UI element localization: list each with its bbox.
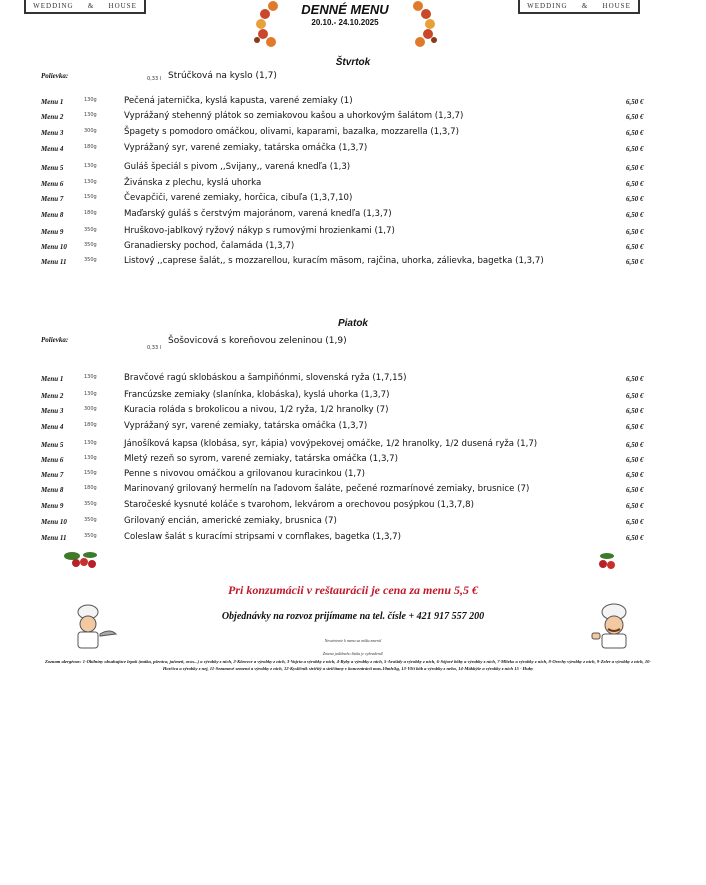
date-range: 20.10.- 24.10.2025 bbox=[311, 18, 379, 27]
dish-description: Bravčové ragú sklobáskou a šampiňónmi, slovenská ryža (1,7,15) bbox=[124, 373, 407, 383]
berries-icon bbox=[596, 552, 618, 572]
menu-number: Menu 7 bbox=[41, 195, 64, 203]
menu-number: Menu 3 bbox=[41, 407, 64, 415]
soup-name: Šošovicová s koreňovou zeleninou (1,9) bbox=[168, 336, 347, 346]
price: 6,50 € bbox=[626, 375, 644, 383]
menu-number: Menu 11 bbox=[41, 534, 67, 542]
delivery-orders-text: Objednávky na rozvoz prijímame na tel. čísle + 421 917 557 200 bbox=[221, 611, 485, 622]
logo-word: WEDDING bbox=[33, 2, 74, 10]
berries-icon bbox=[62, 548, 102, 570]
dish-description: Mletý rezeň so syrom, varené zemiaky, tatárska omáčka (1,3,7) bbox=[124, 454, 398, 464]
dish-description: Hruškovo-jablkový ryžový nákyp s rumovými hrozienkami (1,7) bbox=[124, 226, 395, 236]
menu-number: Menu 6 bbox=[41, 180, 64, 188]
dish-description: Jánošíková kapsa (klobása, syr, kápia) vovýpekovej omáčke, 1/2 hranolky, 1/2 dusená ryža (1,7) bbox=[124, 439, 538, 449]
price: 6,50 € bbox=[626, 518, 644, 526]
dish-description: Čevapčiči, varené zemiaky, horčica, cibuľa (1,3,7,10) bbox=[124, 193, 353, 203]
autumn-leaves-icon bbox=[253, 0, 281, 48]
logo-word: HOUSE bbox=[108, 2, 137, 10]
day-heading-thursday: Štvrtok bbox=[335, 57, 371, 68]
price: 6,50 € bbox=[626, 129, 644, 137]
dish-description: Penne s nivovou omáčkou a grilovanou kuracinkou (1,7) bbox=[124, 469, 365, 479]
soup-volume: 0,33 l bbox=[147, 345, 162, 351]
logo-word: WEDDING bbox=[527, 2, 568, 10]
price: 6,50 € bbox=[626, 243, 644, 251]
menu-number: Menu 2 bbox=[41, 392, 64, 400]
menu-row bbox=[0, 516, 706, 530]
dish-description: Pečená jaternička, kyslá kapusta, varené zemiaky (1) bbox=[124, 96, 353, 106]
menu-number: Menu 5 bbox=[41, 164, 64, 172]
menu-number: Menu 9 bbox=[41, 228, 64, 236]
menu-row bbox=[0, 111, 706, 125]
menu-row bbox=[0, 241, 706, 255]
menu-row bbox=[0, 162, 706, 176]
price: 6,50 € bbox=[626, 534, 644, 542]
dish-description: Kuracia roláda s brokolicou a nivou, 1/2 ryža, 1/2 hranolky (7) bbox=[124, 405, 389, 415]
portion-weight: 300g bbox=[84, 406, 97, 412]
dish-description: Špagety s pomodoro omáčkou, olivami, kaparami, bazalka, mozzarella (1,3,7) bbox=[124, 127, 459, 137]
portion-weight: 130g bbox=[84, 97, 97, 103]
logo-ampersand: & bbox=[581, 2, 589, 10]
portion-weight: 150g bbox=[84, 194, 97, 200]
portion-weight: 350g bbox=[84, 257, 97, 263]
dish-description: Staročeské kysnuté koláče s tvarohom, lekvárom a orechovou posýpkou (1,3,7,8) bbox=[124, 500, 474, 510]
dish-description: Maďarský guláš s čerstvým majoránom, varená knedľa (1,3,7) bbox=[124, 209, 392, 219]
portion-weight: 130g bbox=[84, 112, 97, 118]
menu-row bbox=[0, 143, 706, 157]
price: 6,50 € bbox=[626, 164, 644, 172]
soup-label: Polievka: bbox=[41, 336, 69, 344]
menu-number: Menu 10 bbox=[41, 518, 67, 526]
price: 6,50 € bbox=[626, 98, 644, 106]
menu-number: Menu 4 bbox=[41, 145, 64, 153]
dish-description: Vyprážaný syr, varené zemiaky, tatárska omáčka (1,3,7) bbox=[124, 143, 368, 153]
menu-row bbox=[0, 209, 706, 223]
price: 6,50 € bbox=[626, 180, 644, 188]
logo-right bbox=[518, 0, 640, 14]
portion-weight: 130g bbox=[84, 440, 97, 446]
soup-name: Strúčková na kyslo (1,7) bbox=[168, 71, 277, 81]
menu-number: Menu 4 bbox=[41, 423, 64, 431]
portion-weight: 130g bbox=[84, 455, 97, 461]
portion-weight: 300g bbox=[84, 128, 97, 134]
menu-row bbox=[0, 127, 706, 141]
portion-weight: 180g bbox=[84, 485, 97, 491]
price: 6,50 € bbox=[626, 145, 644, 153]
portion-weight: 180g bbox=[84, 422, 97, 428]
portion-weight: 350g bbox=[84, 242, 97, 248]
price: 6,50 € bbox=[626, 228, 644, 236]
menu-number: Menu 1 bbox=[41, 375, 64, 383]
menu-row bbox=[0, 405, 706, 419]
dish-description: Granadiersky pochod, čalamáda (1,3,7) bbox=[124, 241, 295, 251]
price: 6,50 € bbox=[626, 258, 644, 266]
menu-row bbox=[0, 178, 706, 192]
portion-weight: 180g bbox=[84, 144, 97, 150]
menu-row bbox=[0, 421, 706, 435]
logo-ampersand: & bbox=[87, 2, 95, 10]
soup-label: Polievka: bbox=[41, 72, 69, 80]
allergen-list: Zoznam alergénov: 1-Obilniny obsahujúce lepok (múka, pšenica, jačmeň, ovos...) a výrobky z nich, 2-Kôrovce a výrobky z nich, 3-Vajcia a výrobky z nich, 4-Ryby a výrobky z nich, 5-Arašidy a výrobky z nich, 6-Sójové bôby a výrobky z nich, 7-Mlieko a výrobky z nich, 8-Orechy výrobky z nich, 9-Zeler a výrobky z nich, 10-Horčica a výrobky z nej, 11-Sezamové semená a výrobky z nich, 12-Kysličník siričitý a siričitany v koncentrácii max.10mh/kg, 13-Vlčí bôb a výrobky z neho, 14-Mäkkýše a výrobky z nich 15 - Huby bbox=[45, 659, 651, 671]
menu-number: Menu 10 bbox=[41, 243, 67, 251]
portion-weight: 350g bbox=[84, 501, 97, 507]
dish-description: Marinovaný grilovaný hermelín na ľadovom šaláte, pečené rozmarínové zemiaky, brusnice (7) bbox=[124, 484, 530, 494]
menu-row bbox=[0, 96, 706, 110]
portion-weight: 350g bbox=[84, 533, 97, 539]
menu-number: Menu 8 bbox=[41, 211, 64, 219]
restaurant-price-notice: Pri konzumácii v reštaurácii je cena za menu 5,5 € bbox=[227, 583, 478, 597]
portion-weight: 130g bbox=[84, 179, 97, 185]
menu-row bbox=[0, 469, 706, 483]
price: 6,50 € bbox=[626, 486, 644, 494]
dish-description: Grilovaný encián, americké zemiaky, brusnica (7) bbox=[124, 516, 337, 526]
menu-row bbox=[0, 226, 706, 240]
menu-row bbox=[0, 484, 706, 498]
price: 6,50 € bbox=[626, 502, 644, 510]
dish-description: Coleslaw šalát s kuracími stripsami v cornflakes, bagetka (1,3,7) bbox=[124, 532, 401, 542]
portion-weight: 350g bbox=[84, 227, 97, 233]
portion-weight: 130g bbox=[84, 374, 97, 380]
menu-number: Menu 1 bbox=[41, 98, 64, 106]
price: 6,50 € bbox=[626, 211, 644, 219]
day-heading-friday: Piatok bbox=[337, 318, 368, 329]
dish-description: Vyprážaný stehenný plátok so zemiakovou kašou a uhorkovým šalátom (1,3,7) bbox=[124, 111, 464, 121]
menu-number: Menu 5 bbox=[41, 441, 64, 449]
dish-description: Živánska z plechu, kyslá uhorka bbox=[124, 178, 262, 188]
price: 6,50 € bbox=[626, 113, 644, 121]
menu-row bbox=[0, 193, 706, 207]
note-menu-change: Nesvietenie k menu sa môžu zmeniť bbox=[324, 638, 382, 643]
autumn-leaves-icon bbox=[410, 0, 438, 48]
menu-number: Menu 2 bbox=[41, 113, 64, 121]
menu-row bbox=[0, 373, 706, 387]
dish-description: Francúzske zemiaky (slanínka, klobáska), kyslá uhorka (1,3,7) bbox=[124, 390, 390, 400]
menu-row bbox=[0, 532, 706, 546]
price: 6,50 € bbox=[626, 407, 644, 415]
price: 6,50 € bbox=[626, 441, 644, 449]
price: 6,50 € bbox=[626, 392, 644, 400]
menu-number: Menu 7 bbox=[41, 471, 64, 479]
price: 6,50 € bbox=[626, 456, 644, 464]
price: 6,50 € bbox=[626, 423, 644, 431]
menu-row bbox=[0, 390, 706, 404]
dish-description: Listový ,,caprese šalát,, s mozzarellou, kuracím mäsom, rajčina, uhorka, zálievka, bagetka (1,3,7) bbox=[124, 256, 544, 266]
logo-left bbox=[24, 0, 146, 14]
page-title: DENNÉ MENU bbox=[301, 2, 389, 17]
menu-number: Menu 9 bbox=[41, 502, 64, 510]
dish-description: Guláš špeciál s pivom ,,Svijany,, varená knedľa (1,3) bbox=[124, 162, 351, 172]
portion-weight: 180g bbox=[84, 210, 97, 216]
price: 6,50 € bbox=[626, 471, 644, 479]
portion-weight: 130g bbox=[84, 163, 97, 169]
menu-number: Menu 6 bbox=[41, 456, 64, 464]
menu-row bbox=[0, 500, 706, 514]
price: 6,50 € bbox=[626, 195, 644, 203]
menu-number: Menu 3 bbox=[41, 129, 64, 137]
logo-word: HOUSE bbox=[602, 2, 631, 10]
note-menu-reserved: Zmena jedálneho lístka je vyhradená! bbox=[322, 651, 384, 656]
portion-weight: 130g bbox=[84, 391, 97, 397]
portion-weight: 150g bbox=[84, 470, 97, 476]
portion-weight: 350g bbox=[84, 517, 97, 523]
menu-row bbox=[0, 439, 706, 453]
menu-row bbox=[0, 256, 706, 270]
menu-number: Menu 11 bbox=[41, 258, 67, 266]
menu-number: Menu 8 bbox=[41, 486, 64, 494]
soup-volume: 0,33 l bbox=[147, 76, 162, 82]
menu-row bbox=[0, 454, 706, 468]
dish-description: Vyprážaný syr, varené zemiaky, tatárska omáčka (1,3,7) bbox=[124, 421, 368, 431]
